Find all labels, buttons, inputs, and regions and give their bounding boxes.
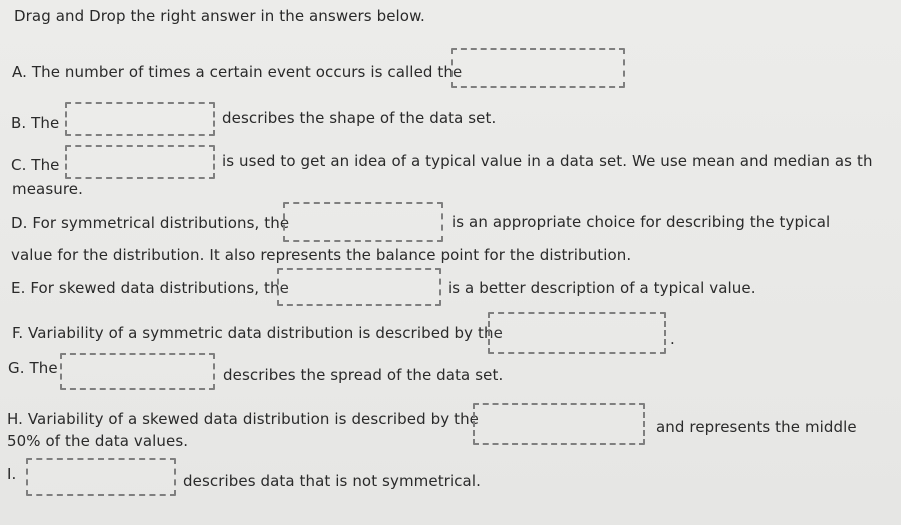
- question-d-text-line2: value for the distribution. It also represents the balance point for the distribution.: [11, 246, 632, 264]
- question-f-period: .: [670, 330, 675, 348]
- answer-drop-zone-g[interactable]: [60, 353, 215, 390]
- instruction-text: Drag and Drop the right answer in the answers below.: [14, 7, 425, 25]
- answer-drop-zone-c[interactable]: [65, 145, 215, 179]
- question-d-text: is an appropriate choice for describing the typical: [452, 213, 831, 231]
- question-g-label: G. The: [8, 359, 58, 377]
- question-h-text-line2: 50% of the data values.: [7, 432, 189, 450]
- question-c-text: is used to get an idea of a typical value in a data set. We use mean and median as th: [222, 152, 873, 170]
- question-i-label: I.: [7, 465, 17, 483]
- answer-drop-zone-e[interactable]: [277, 268, 441, 306]
- question-e-label: E. For skewed data distributions, the: [11, 279, 289, 297]
- question-b-text: describes the shape of the data set.: [222, 109, 497, 127]
- question-e-text: is a better description of a typical value.: [448, 279, 756, 297]
- question-h-label: H. Variability of a skewed data distribution is described by the: [7, 410, 480, 428]
- question-g-text: describes the spread of the data set.: [223, 366, 504, 384]
- question-c-label: C. The: [11, 156, 60, 174]
- answer-drop-zone-a[interactable]: [451, 48, 625, 88]
- answer-drop-zone-i[interactable]: [26, 458, 176, 496]
- question-i-text: describes data that is not symmetrical.: [183, 472, 481, 490]
- question-a-text: A. The number of times a certain event occurs is called the: [12, 63, 463, 81]
- answer-drop-zone-f[interactable]: [488, 312, 666, 354]
- answer-drop-zone-d[interactable]: [283, 202, 443, 242]
- answer-drop-zone-b[interactable]: [65, 102, 215, 136]
- answer-drop-zone-h[interactable]: [473, 403, 645, 445]
- question-f-label: F. Variability of a symmetric data distribution is described by the: [12, 324, 503, 342]
- question-d-label: D. For symmetrical distributions, the: [11, 214, 290, 232]
- question-h-text: and represents the middle: [656, 418, 857, 436]
- question-c-text-line2: measure.: [12, 180, 83, 198]
- question-b-label: B. The: [11, 114, 60, 132]
